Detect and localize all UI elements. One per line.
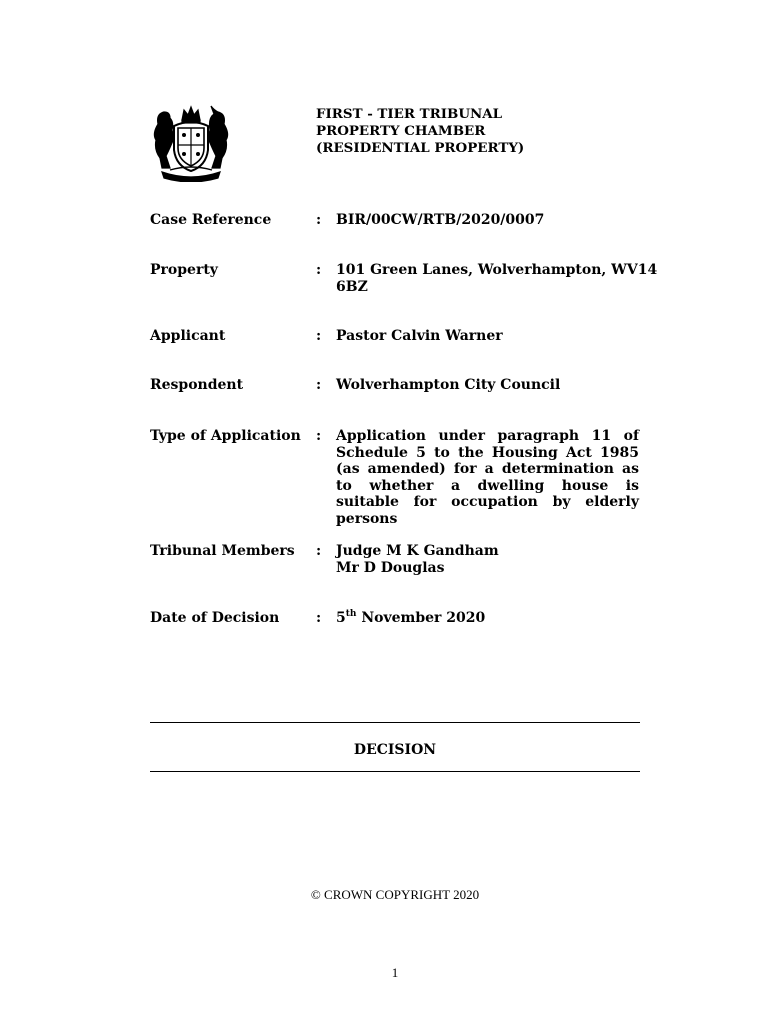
royal-coat-of-arms-logo xyxy=(148,104,234,182)
property-line-1: 101 Green Lanes, Wolverhampton, WV14 xyxy=(336,262,658,278)
applicant-label: Applicant xyxy=(150,328,226,344)
date-of-decision-label: Date of Decision xyxy=(150,610,280,626)
field-colon: : xyxy=(316,543,322,559)
heading-line-1: FIRST - TIER TRIBUNAL xyxy=(316,106,503,122)
applicant-value: Pastor Calvin Warner xyxy=(336,328,503,344)
date-of-decision-value xyxy=(336,610,639,627)
tribunal-members-label: Tribunal Members xyxy=(150,543,295,559)
divider-bottom xyxy=(150,771,640,772)
field-colon: : xyxy=(316,610,322,626)
field-colon: : xyxy=(316,428,322,444)
property-line-2: 6BZ xyxy=(336,278,368,295)
type-of-application-value: Application under paragraph 11 of Schedule 5 to the Housing Act 1985 (as amended) for a determination as to whether a dwelling house is suitable for occupation by elderly persons xyxy=(336,428,639,527)
page-number: 1 xyxy=(391,965,399,980)
field-colon: : xyxy=(316,262,322,278)
tribunal-members-value xyxy=(336,543,639,576)
case-reference-value: BIR/00CW/RTB/2020/0007 xyxy=(336,212,545,228)
field-colon: : xyxy=(316,377,322,393)
copyright-notice: © CROWN COPYRIGHT 2020 xyxy=(310,887,480,902)
heading-line-3: (RESIDENTIAL PROPERTY) xyxy=(316,140,525,156)
date-day: 5 xyxy=(336,610,346,626)
field-colon: : xyxy=(316,328,322,344)
field-colon: : xyxy=(316,212,322,228)
type-of-application-label: Type of Application xyxy=(150,428,301,444)
respondent-value: Wolverhampton City Council xyxy=(336,377,561,393)
date-rest: November 2020 xyxy=(356,610,486,626)
property-value xyxy=(336,262,658,295)
tribunal-member-2: Mr D Douglas xyxy=(336,559,445,576)
decision-title: DECISION xyxy=(353,742,437,758)
tribunal-member-1: Judge M K Gandham xyxy=(336,543,499,559)
respondent-label: Respondent xyxy=(150,377,244,393)
property-label: Property xyxy=(150,262,218,278)
heading-line-2: PROPERTY CHAMBER xyxy=(316,123,486,139)
divider-top xyxy=(150,722,640,723)
tribunal-heading xyxy=(316,106,524,157)
date-ordinal: th xyxy=(345,609,357,619)
case-reference-label: Case Reference xyxy=(150,212,272,228)
